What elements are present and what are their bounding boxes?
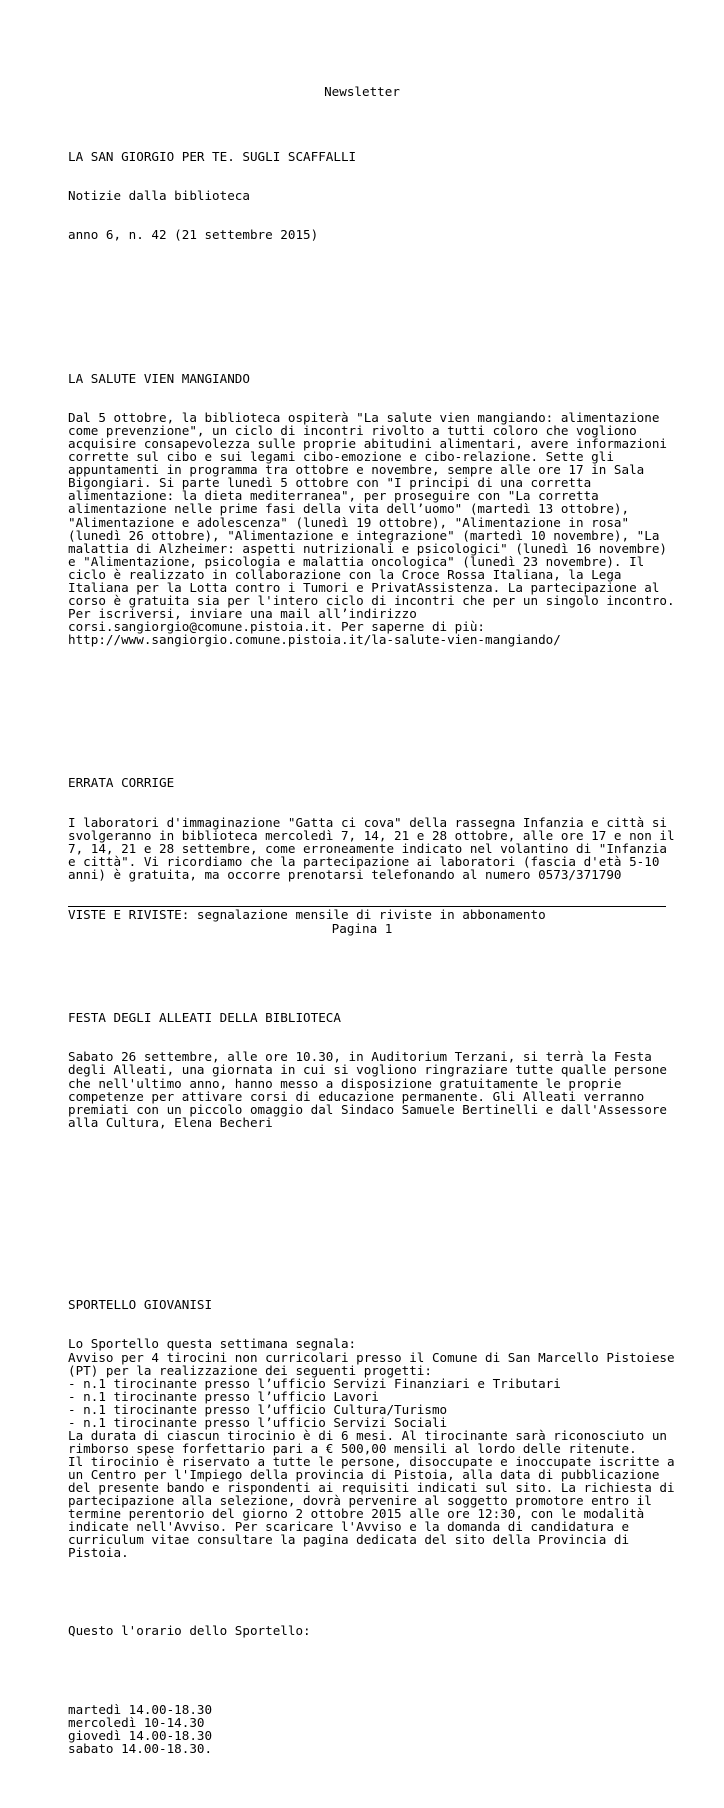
body-line: rimborso spese forfettario pari a € 500,00 mensili al lordo delle ritenute. bbox=[68, 1440, 637, 1456]
body-line: alimentazione: la dieta mediterranea", per proseguire con "La corretta bbox=[68, 488, 599, 504]
body-line: e "Alimentazione, psicologia e malattia oncologica" (lunedì 23 novembre). Il bbox=[68, 553, 645, 569]
body-line: e città". Vi ricordiamo che la partecipazione ai laboratori (fascia d'età 5-10 bbox=[68, 853, 660, 869]
orario-line: giovedì 14.00-18.30 bbox=[68, 1727, 213, 1743]
section-body bbox=[68, 1050, 668, 1128]
body-line: acquisire consapevolezza sulle proprie abitudini alimentari, avere informazioni bbox=[68, 436, 667, 452]
body-line: svolgeranno in biblioteca mercoledì 7, 14, 21 e 28 ottobre, alle ore 17 e non il bbox=[68, 827, 675, 843]
body-line: indicate nell'Avviso. Per scaricare l'Avviso e la domanda di candidatura e bbox=[68, 1519, 630, 1535]
body-line: ciclo è realizzato in collaborazione con la Croce Rossa Italiana, la Lega bbox=[68, 566, 622, 582]
section-heading: LA SALUTE VIEN MANGIANDO bbox=[68, 370, 250, 386]
body-line: Sabato 26 settembre, alle ore 10.30, in Auditorium Terzani, si terrà la Festa bbox=[68, 1049, 652, 1065]
body-line: I laboratori d'immaginazione "Gatta ci cova" della rassegna Infanzia e città si bbox=[68, 814, 667, 830]
body-line: del presente bando e rispondenti ai requisiti indicati sul sito. La richiesta di bbox=[68, 1479, 675, 1495]
body-line: appuntamenti in programma tra ottobre e novembre, sempre alle ore 17 in Sala bbox=[68, 462, 645, 478]
masthead-line: LA SAN GIORGIO PER TE. SUGLI SCAFFALLI bbox=[68, 149, 357, 165]
body-line: Il tirocinio è riservato a tutte le persone, disoccupate e inoccupate iscritte a bbox=[68, 1453, 675, 1469]
footer-note: VISTE E RIVISTE: segnalazione mensile di riviste in abbonamento bbox=[68, 907, 546, 922]
orario-line: martedì 14.00-18.30 bbox=[68, 1701, 213, 1717]
body-line: Dal 5 ottobre, la biblioteca ospiterà "La salute vien mangiando: alimentazione bbox=[68, 410, 660, 426]
body-line: - n.1 tirocinante presso l’ufficio Lavori bbox=[68, 1388, 379, 1404]
section-body bbox=[68, 814, 675, 882]
body-line: competenze per attivare corsi di educazione permanente. Gli Alleati verranno bbox=[68, 1088, 645, 1104]
section-body bbox=[68, 1336, 675, 1561]
body-line: alla Cultura, Elena Becheri bbox=[68, 1114, 273, 1130]
page-number: Pagina 1 bbox=[331, 921, 393, 936]
page-header-title: Newsletter bbox=[324, 84, 400, 99]
section-heading: SPORTELLO GIOVANISI bbox=[68, 1297, 213, 1313]
body-line: "Alimentazione e adolescenza" (lunedì 19 ottobre), "Alimentazione in rosa" bbox=[68, 514, 630, 530]
body-line: La durata di ciascun tirocinio è di 6 mesi. Al tirocinante sarà riconosciuto un bbox=[68, 1427, 667, 1443]
masthead-line: anno 6, n. 42 (21 settembre 2015) bbox=[68, 227, 319, 243]
body-line: Pistoia. bbox=[68, 1545, 129, 1561]
body-line: Bigongiari. Si parte lunedì 5 ottobre con "I principi di una corretta bbox=[68, 475, 592, 491]
body-line: come prevenzione", un ciclo di incontri rivolto a tutti coloro che vogliono bbox=[68, 423, 637, 439]
body-line: corrette sul cibo e sui legami cibo-emozione e cibo-relazione. Sette gli bbox=[68, 449, 614, 465]
masthead bbox=[68, 124, 668, 268]
section-festa bbox=[68, 985, 668, 1155]
orario-intro: Questo l'orario dello Sportello: bbox=[68, 1623, 311, 1639]
section-heading: FESTA DEGLI ALLEATI DELLA BIBLIOTECA bbox=[68, 1010, 341, 1026]
body-line: - n.1 tirocinante presso l’ufficio Cultura/Turismo bbox=[68, 1401, 448, 1417]
body-line: degli Alleati, una giornata in cui si vogliono ringraziare tutte qualle persone bbox=[68, 1062, 667, 1078]
body-line: malattia di Alzheimer: aspetti nutrizionali e psicologici" (lunedì 16 novembre) bbox=[68, 540, 667, 556]
body-line: Avviso per 4 tirocini non curricolari presso il Comune di San Marcello Pistoiese bbox=[68, 1349, 675, 1365]
body-line: curriculum vitae consultare la pagina dedicata del sito della Provincia di bbox=[68, 1532, 630, 1548]
section-body bbox=[68, 410, 675, 647]
body-line: 7, 14, 21 e 28 settembre, come erroneamente indicato nel volantino di "Infanzia bbox=[68, 840, 667, 856]
body-line: - n.1 tirocinante presso l’ufficio Servizi Finanziari e Tributari bbox=[68, 1375, 561, 1391]
body-line: un Centro per l'Impiego della provincia di Pistoia, alla data di pubblicazione bbox=[68, 1466, 660, 1482]
body-line: che nell'ultimo anno, hanno messo a disposizione gratuitamente le proprie bbox=[68, 1075, 622, 1091]
section-errata bbox=[68, 750, 675, 907]
body-line: corso è gratuita sia per l'intero ciclo di incontri che per un singolo incontro. bbox=[68, 592, 675, 608]
section-sportello bbox=[68, 1272, 675, 1781]
body-line: termine perentorio del giorno 2 ottobre 2015 alle ore 12:30, con le modalità bbox=[68, 1506, 645, 1522]
orario-list bbox=[68, 1703, 668, 1755]
orario-line: sabato 14.00-18.30. bbox=[68, 1740, 213, 1756]
body-line: (PT) per la realizzazione dei seguenti progetti: bbox=[68, 1362, 432, 1378]
body-line: http://www.sangiorgio.comune.pistoia.it/la-salute-vien-mangiando/ bbox=[68, 631, 561, 647]
body-line: (lunedì 26 ottobre), "Alimentazione e integrazione" (martedì 10 novembre), "La bbox=[68, 527, 660, 543]
body-line: Lo Sportello questa settimana segnala: bbox=[68, 1336, 357, 1352]
body-line: premiati con un piccolo omaggio dal Sindaco Samuele Bertinelli e dall'Assessore bbox=[68, 1101, 667, 1117]
section-salute bbox=[68, 346, 675, 672]
orario-line: mercoledì 10-14.30 bbox=[68, 1714, 205, 1730]
body-line: corsi.sangiorgio@comune.pistoia.it. Per saperne di più: bbox=[68, 618, 486, 634]
body-line: anni) è gratuita, ma occorre prenotarsi telefonando al numero 0573/371790 bbox=[68, 866, 622, 882]
body-line: alimentazione nelle prime fasi della vita dell’uomo" (martedì 13 ottobre), bbox=[68, 501, 630, 517]
document-body bbox=[68, 98, 675, 1807]
body-line: Italiana per la Lotta contro i Tumori e PrivatAssistenza. La partecipazione al bbox=[68, 579, 660, 595]
body-line: partecipazione alla selezione, dovrà pervenire al soggetto promotore entro il bbox=[68, 1493, 652, 1509]
section-heading: ERRATA CORRIGE bbox=[68, 775, 175, 791]
masthead-line: Notizie dalla biblioteca bbox=[68, 188, 250, 204]
body-line: - n.1 tirocinante presso l’ufficio Servizi Sociali bbox=[68, 1414, 448, 1430]
body-line: Per iscriversi, inviare una mail all’indirizzo bbox=[68, 605, 417, 621]
